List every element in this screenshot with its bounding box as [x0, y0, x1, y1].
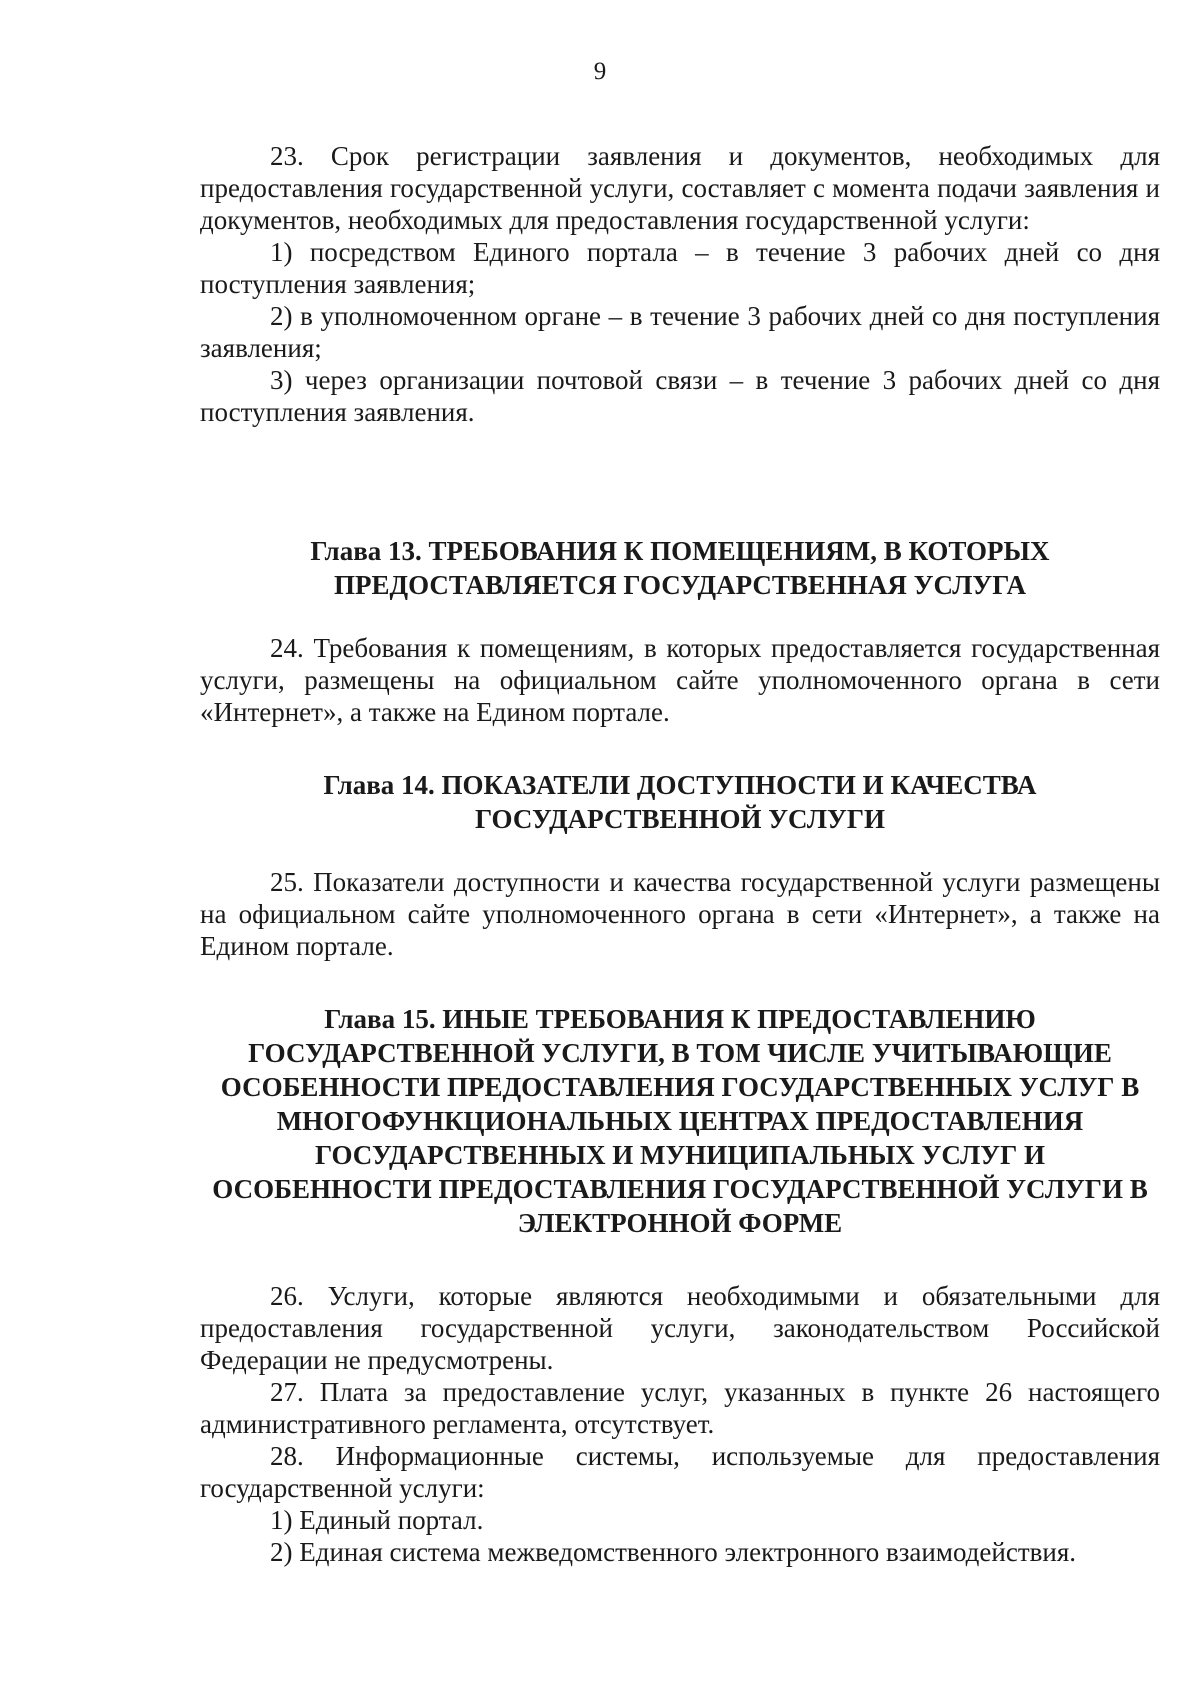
paragraph-25: 25. Показатели доступности и качества государственной услуги размещены на официальном сайте уполномоченного органа в сети «Интернет», а также на Едином портале.: [200, 867, 1160, 961]
spacer: [200, 962, 1160, 1002]
paragraph-23-item-1: 1) посредством Единого портала – в течение 3 рабочих дней со дня поступления заявления;: [200, 237, 1160, 299]
paragraph-23: 23. Срок регистрации заявления и документов, необходимых для предоставления государственной услуги, составляет с момента подачи заявления и документов, необходимых для предоставления государственной услуги:: [200, 141, 1160, 235]
chapter-15-heading: Глава 15. ИНЫЕ ТРЕБОВАНИЯ К ПРЕДОСТАВЛЕНИЮ ГОСУДАРСТВЕННОЙ УСЛУГИ, В ТОМ ЧИСЛЕ УЧИТЫВАЮЩИЕ ОСОБЕННОСТИ ПРЕДОСТАВЛЕНИЯ ГОСУДАРСТВЕННЫХ УСЛУГ В МНОГОФУНКЦИОНАЛЬНЫХ ЦЕНТРАХ ПРЕДОСТАВЛЕНИЯ ГОСУДАРСТВЕННЫХ И МУНИЦИПАЛЬНЫХ УСЛУГ И ОСОБЕННОСТИ ПРЕДОСТАВЛЕНИЯ ГОСУДАРСТВЕННОЙ УСЛУГИ В ЭЛЕКТРОННОЙ ФОРМЕ: [212, 1004, 1148, 1238]
document-body: [200, 140, 1160, 1568]
spacer: [200, 836, 1160, 866]
chapter-13-heading: Глава 13. ТРЕБОВАНИЯ К ПОМЕЩЕНИЯМ, В КОТОРЫХ ПРЕДОСТАВЛЯЕТСЯ ГОСУДАРСТВЕННАЯ УСЛУГА: [310, 536, 1050, 600]
spacer: [200, 602, 1160, 632]
spacer: [200, 728, 1160, 768]
paragraph-23-item-2: 2) в уполномоченном органе – в течение 3 рабочих дней со дня поступления заявления;: [200, 301, 1160, 363]
paragraph-28: 28. Информационные системы, используемые для предоставления государственной услуги:: [200, 1441, 1160, 1503]
chapter-14-heading: Глава 14. ПОКАЗАТЕЛИ ДОСТУПНОСТИ И КАЧЕСТВА ГОСУДАРСТВЕННОЙ УСЛУГИ: [323, 770, 1037, 834]
paragraph-24: 24. Требования к помещениям, в которых предоставляется государственная услуги, размещены на официальном сайте уполномоченного органа в сети «Интернет», а также на Едином портале.: [200, 633, 1160, 727]
paragraph-27: 27. Плата за предоставление услуг, указанных в пункте 26 настоящего административного регламента, отсутствует.: [200, 1377, 1160, 1439]
paragraph-28-item-2: 2) Единая система межведомственного электронного взаимодействия.: [270, 1537, 1076, 1567]
spacer: [200, 1240, 1160, 1280]
paragraph-28-item-1: 1) Единый портал.: [270, 1505, 484, 1535]
paragraph-23-item-3: 3) через организации почтовой связи – в течение 3 рабочих дней со дня поступления заявления.: [200, 365, 1160, 427]
paragraph-26: 26. Услуги, которые являются необходимыми и обязательными для предоставления государственной услуги, законодательством Российской Федерации не предусмотрены.: [200, 1281, 1160, 1375]
spacer: [200, 428, 1160, 534]
page-number: 9: [593, 58, 607, 85]
